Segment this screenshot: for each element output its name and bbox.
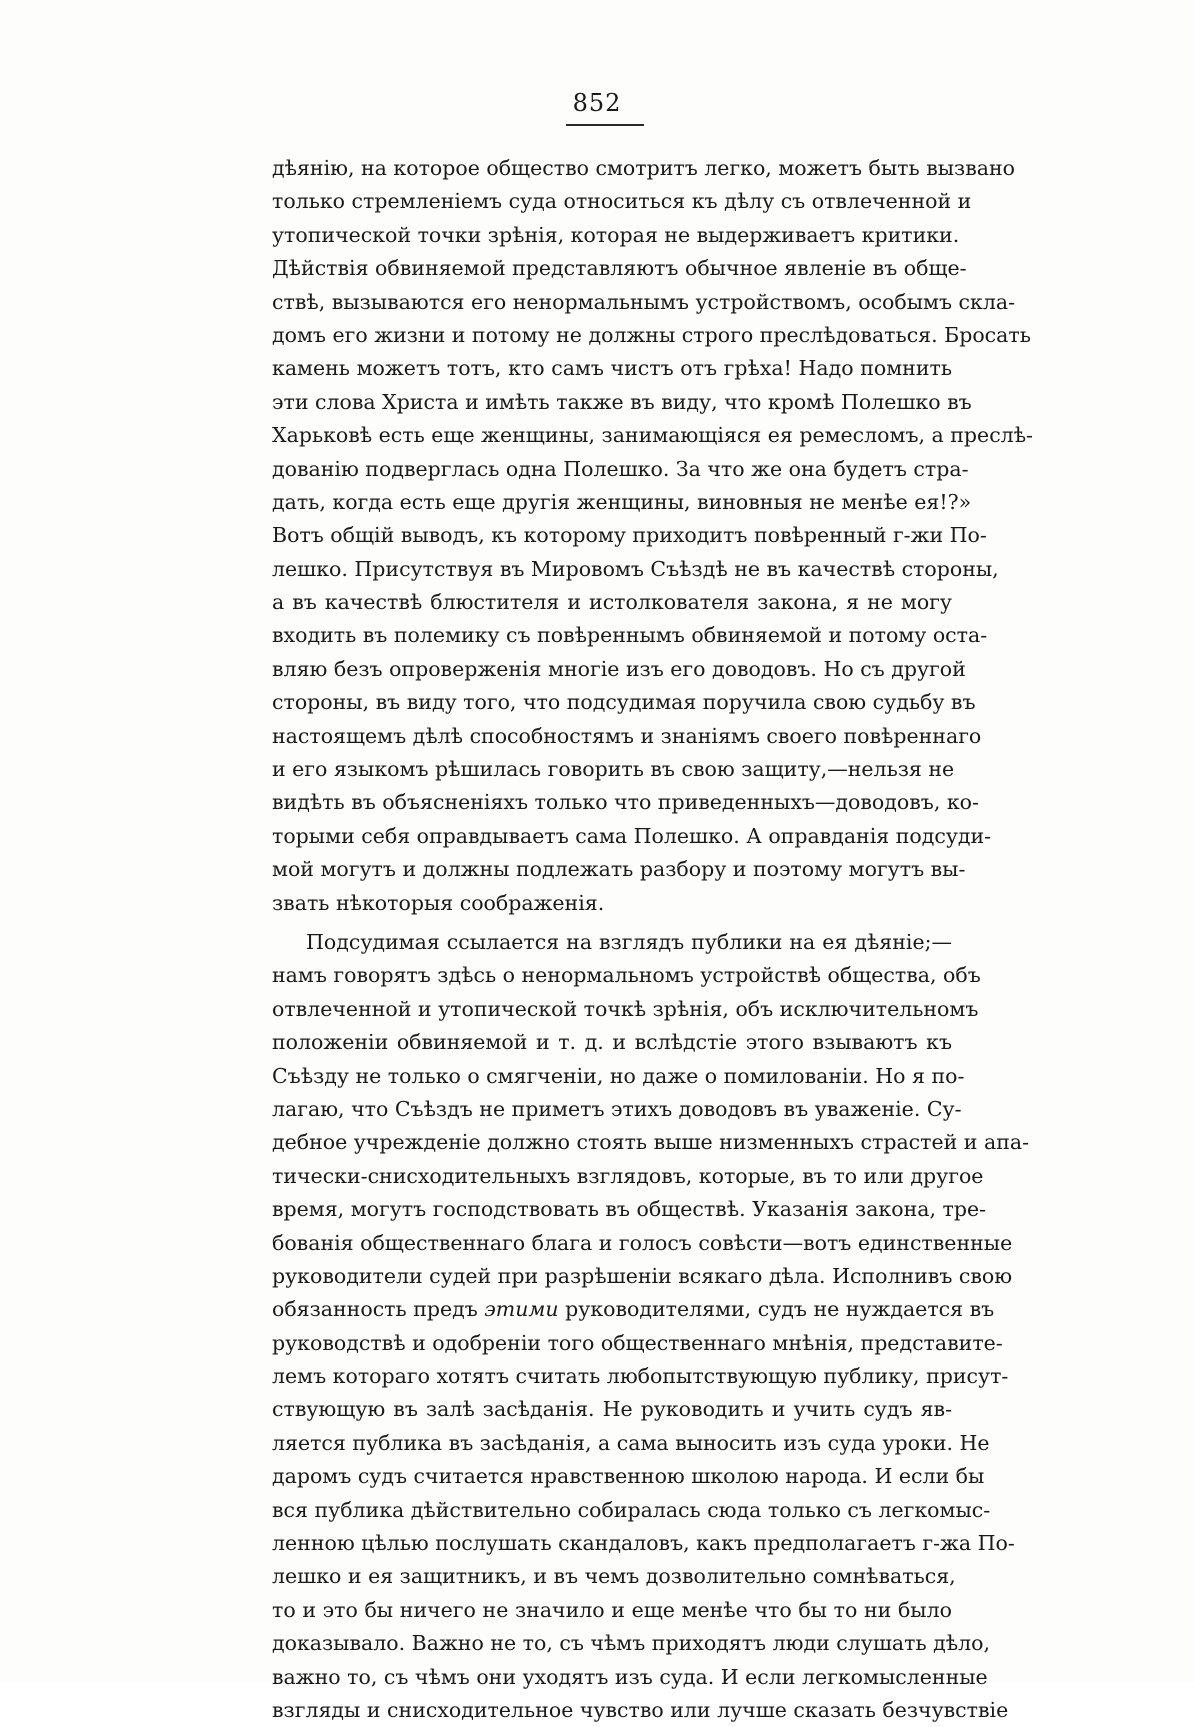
text-line: Харьковѣ есть еще женщины, занимающіяся ея ремесломъ, а преслѣ-	[272, 423, 1033, 448]
text-line: положеніи обвиняемой и т. д. и вслѣдстіе этого взываютъ къ	[272, 1030, 952, 1055]
text-line: дѣянію, на которое общество смотритъ легко, можетъ быть вызвано	[272, 156, 1016, 180]
text-line: доказывало. Важно не то, съ чѣмъ приходятъ люди слушать дѣло,	[272, 1631, 991, 1656]
text-line: видѣть въ объясненіяхъ только что приведенныхъ—доводовъ, ко-	[272, 790, 979, 815]
text-line: лемъ котораго хотятъ считать любопытствующую публику, присут-	[272, 1364, 1009, 1389]
text-line: ленною цѣлью послушать скандаловъ, какъ предполагаетъ г-жа По-	[272, 1531, 1015, 1556]
text-line: дованію подверглась одна Полешко. За что же она будетъ стра-	[272, 456, 969, 481]
paragraph	[272, 152, 1033, 920]
text-line: дать, когда есть еще другія женщины, виновныя не менѣе ея!?»	[272, 489, 972, 514]
text-line: дебное учрежденіе должно стоять выше низменныхъ страстей и апа-	[272, 1130, 1030, 1155]
text-line: ляется публика въ засѣданія, а сама выносить изъ суда уроки. Не	[272, 1430, 990, 1455]
text-line: лешко. Присутствуя въ Мировомъ Съѣздѣ не въ качествѣ стороны,	[272, 556, 999, 581]
text-line: домъ его жизни и потому не должны строго преслѣдоваться. Бросать	[272, 322, 1031, 347]
text-line: бованія общественнаго блага и голосъ совѣсти—вотъ единственные	[272, 1230, 1013, 1255]
text-line: утопической точки зрѣнія, которая не выдерживаетъ критики.	[272, 222, 960, 247]
text-line: стороны, въ виду того, что подсудимая поручила свою судьбу въ	[272, 690, 976, 715]
text-line: входить въ полемику съ повѣреннымъ обвиняемой и потому оста-	[272, 623, 988, 648]
text-line: и его языкомъ рѣшилась говорить въ свою защиту,—нельзя не	[272, 757, 955, 782]
text-line: руководители судей при разрѣшеніи всякаго дѣла. Исполнивъ свою	[272, 1263, 1013, 1288]
text-line: то и это бы ничего не значило и еще менѣе что бы то ни было	[272, 1597, 952, 1622]
page-number-rule	[566, 124, 644, 126]
text-line: ствующую въ залѣ засѣданія. Не руководить и учить судъ яв-	[272, 1397, 952, 1422]
text-line: ствѣ, вызываются его ненормальнымъ устройствомъ, особымъ скла-	[272, 289, 1016, 314]
emphasized-word: этими	[484, 1297, 559, 1322]
text-line: а въ качествѣ блюстителя и истолкователя закона, я не могу	[272, 590, 952, 615]
text-line: отвлеченной и утопической точкѣ зрѣнія, объ исключительномъ	[272, 996, 979, 1021]
text-line: эти слова Христа и имѣть также въ виду, что кромѣ Полешко въ	[272, 389, 972, 414]
text-line: тически-снисходительныхъ взглядовъ, которые, въ то или другое	[272, 1163, 984, 1188]
text-line: важно то, съ чѣмъ они уходятъ изъ суда. И если легкомысленные	[272, 1664, 988, 1689]
page-number: 852	[572, 89, 622, 117]
text-line: Дѣйствія обвиняемой представляютъ обычное явленіе въ обще-	[272, 256, 967, 281]
text-line: обязанность предъ этими руководителями, судъ не нуждается въ	[272, 1297, 995, 1322]
text-line: мой могутъ и должны подлежать разбору и поэтому могутъ вы-	[272, 857, 966, 882]
text-line: лагаю, что Съѣздъ не приметъ этихъ доводовъ въ уваженіе. Су-	[272, 1096, 962, 1121]
text-line: намъ говорятъ здѣсь о ненормальномъ устройствѣ общества, объ	[272, 963, 981, 988]
text-line: взгляды и снисходительное чувство или лучше сказать безчувствіе	[272, 1697, 1009, 1722]
text-line: вляю безъ опроверженія многіе изъ его доводовъ. Но съ другой	[272, 656, 966, 681]
text-line: Съѣзду не только о смягченіи, но даже о помилованіи. Но я по-	[272, 1063, 965, 1088]
text-line: настоящемъ дѣлѣ способностямъ и знаніямъ своего повѣреннаго	[272, 723, 982, 748]
text-line: руководствѣ и одобреніи того общественнаго мнѣнія, представите-	[272, 1330, 1003, 1355]
text-line: торыми себя оправдываетъ сама Полешко. А оправданія подсуди-	[272, 823, 992, 848]
text-line: только стремленіемъ суда относиться къ дѣлу съ отвлеченной и	[272, 189, 972, 214]
text-line: звать нѣкоторыя соображенія.	[272, 890, 605, 915]
paragraph	[272, 926, 1030, 1727]
text-line: Вотъ общій выводъ, къ которому приходитъ повѣренный г-жи По-	[272, 523, 987, 548]
text-line: вся публика дѣйствительно собиралась сюда только съ легкомыс-	[272, 1497, 991, 1522]
text-line: камень можетъ тотъ, кто самъ чистъ отъ грѣха! Надо помнить	[272, 356, 952, 381]
text-line: Подсудимая ссылается на взглядъ публики на ея дѣяніе;—	[306, 929, 952, 954]
text-line: время, могутъ господствовать въ обществѣ. Указанія закона, тре-	[272, 1197, 987, 1222]
text-column	[272, 152, 1033, 1727]
text-line: лешко и ея защитникъ, и въ чемъ дозволительно сомнѣваться,	[272, 1564, 956, 1589]
text-line: даромъ судъ считается нравственною школою народа. И если бы	[272, 1464, 985, 1489]
